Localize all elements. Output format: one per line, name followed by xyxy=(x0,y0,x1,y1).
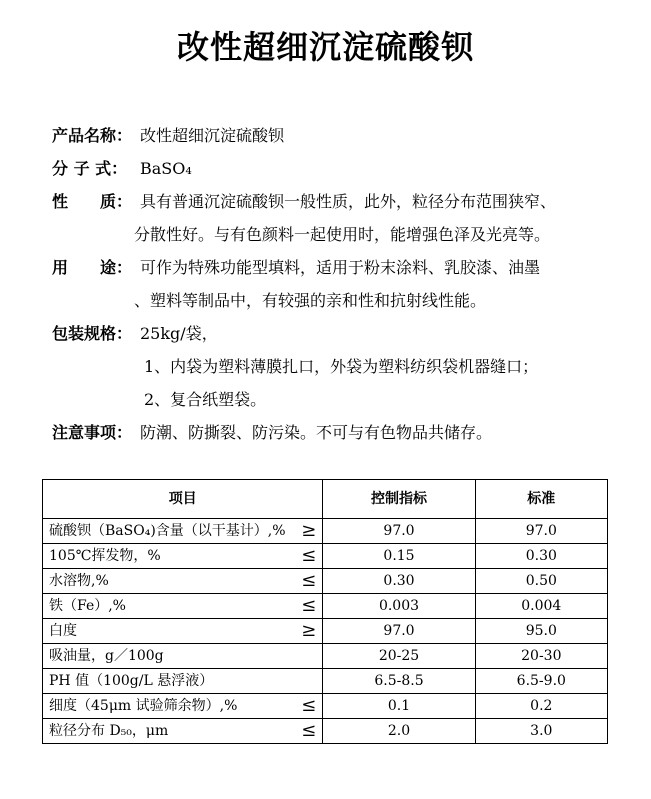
row-control: 2.0 xyxy=(323,719,475,744)
row-item: 105℃挥发物，% xyxy=(49,548,161,564)
header-standard: 标准 xyxy=(475,480,607,519)
packaging-item-2: 2、复合纸塑袋。 xyxy=(144,390,267,409)
row-item: 铁（Fe）,% xyxy=(49,598,126,614)
table-row xyxy=(43,694,608,719)
packaging-label: 包装规格： xyxy=(52,324,133,343)
row-standard: 97.0 xyxy=(475,519,607,544)
row-standard: 0.50 xyxy=(475,569,607,594)
usage-line-2: 、塑料等制品中，有较强的亲和性和抗射线性能。 xyxy=(134,291,487,310)
table-row xyxy=(43,619,608,644)
row-control: 97.0 xyxy=(323,519,475,544)
header-control: 控制指标 xyxy=(323,480,475,519)
page-title: 改性超细沉淀硫酸钡 xyxy=(176,28,474,66)
row-item: 吸油量，g／100g xyxy=(49,648,164,664)
properties-label: 性 质： xyxy=(52,192,133,211)
table-header-row xyxy=(43,480,608,519)
row-symbol: ≤ xyxy=(301,695,317,716)
product-name-value: 改性超细沉淀硫酸钡 xyxy=(140,126,285,145)
usage-label: 用 途： xyxy=(52,258,133,277)
info-usage xyxy=(52,254,632,320)
header-item: 项目 xyxy=(43,480,323,519)
properties-line-1: 具有普通沉淀硫酸钡一般性质，此外，粒径分布范围狭窄、 xyxy=(140,192,557,211)
row-control: 97.0 xyxy=(323,619,475,644)
row-symbol: ≥ xyxy=(301,620,317,641)
row-item: 水溶物,% xyxy=(49,573,109,589)
row-symbol: ≥ xyxy=(301,520,317,541)
packaging-item-1: 1、内袋为塑料薄膜扎口，外袋为塑料纺织袋机器缝口； xyxy=(144,357,539,376)
info-notes xyxy=(52,419,632,452)
info-product-name xyxy=(52,122,632,155)
table-row xyxy=(43,644,608,669)
row-control: 20-25 xyxy=(323,644,475,669)
formula-value: BaSO₄ xyxy=(140,159,192,178)
row-standard: 3.0 xyxy=(475,719,607,744)
notes-label: 注意事项： xyxy=(52,423,133,442)
row-standard: 0.004 xyxy=(475,594,607,619)
table-row xyxy=(43,669,608,694)
row-item: 粒径分布 D₅₀，μm xyxy=(49,723,169,739)
table-row xyxy=(43,519,608,544)
row-item: 细度（45μm 试验筛余物）,% xyxy=(49,698,238,714)
row-control: 0.15 xyxy=(323,544,475,569)
row-standard: 6.5-9.0 xyxy=(475,669,607,694)
formula-label: 分 子 式： xyxy=(52,159,128,178)
row-control: 6.5-8.5 xyxy=(323,669,475,694)
table-row xyxy=(43,544,608,569)
row-control: 0.003 xyxy=(323,594,475,619)
info-formula xyxy=(52,155,632,188)
spec-table xyxy=(42,479,608,744)
row-symbol: ≤ xyxy=(301,720,317,741)
row-standard: 0.2 xyxy=(475,694,607,719)
row-item: 硫酸钡（BaSO₄)含量（以干基计）,% xyxy=(49,523,286,539)
row-control: 0.1 xyxy=(323,694,475,719)
row-standard: 20-30 xyxy=(475,644,607,669)
table-row xyxy=(43,719,608,744)
table-row xyxy=(43,594,608,619)
product-name-label: 产品名称： xyxy=(52,126,133,145)
row-symbol: ≤ xyxy=(301,595,317,616)
row-symbol: ≤ xyxy=(301,545,317,566)
row-standard: 95.0 xyxy=(475,619,607,644)
row-item: PH 值（100g/L 悬浮液） xyxy=(49,673,214,689)
row-symbol: ≤ xyxy=(301,570,317,591)
usage-line-1: 可作为特殊功能型填料，适用于粉末涂料、乳胶漆、油墨 xyxy=(140,258,541,277)
row-item: 白度 xyxy=(49,623,77,639)
table-row xyxy=(43,569,608,594)
packaging-value: 25kg/袋， xyxy=(140,324,218,343)
properties-line-2: 分散性好。与有色颜料一起使用时，能增强色泽及光亮等。 xyxy=(134,225,551,244)
product-info xyxy=(52,122,632,452)
row-standard: 0.30 xyxy=(475,544,607,569)
notes-value: 防潮、防撕裂、防污染。不可与有色物品共储存。 xyxy=(140,423,493,442)
row-control: 0.30 xyxy=(323,569,475,594)
info-properties xyxy=(52,188,632,254)
info-packaging xyxy=(52,320,632,353)
